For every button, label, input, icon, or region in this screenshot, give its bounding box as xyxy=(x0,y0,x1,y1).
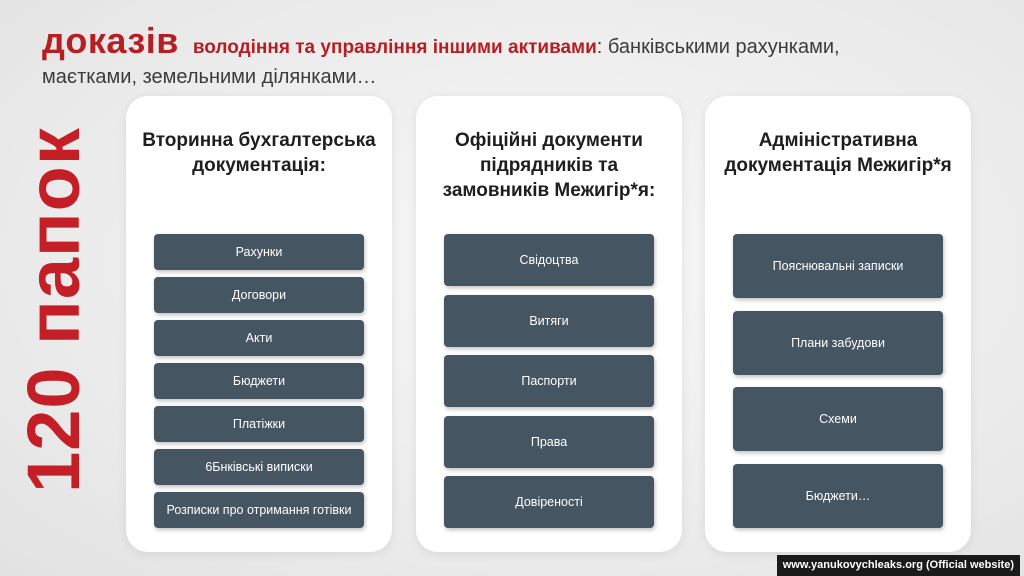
list-item: Схеми xyxy=(733,387,943,451)
column-title-1: Вторинна бухгалтерська документація: xyxy=(142,130,376,176)
list-item: 6Бнківські виписки xyxy=(154,449,364,485)
column-card-3 xyxy=(705,96,971,552)
list-item: Акти xyxy=(154,320,364,356)
column-title-3: Адміністративна документація Межигір*я xyxy=(724,130,952,176)
list-item: Договори xyxy=(154,277,364,313)
header-big-word: доказів xyxy=(42,20,179,61)
column-items-1 xyxy=(154,234,364,528)
header-bold-phrase: володіння та управління іншими активами xyxy=(192,37,597,58)
list-item: Розписки про отримання готівки xyxy=(154,492,364,528)
list-item: Рахунки xyxy=(154,234,364,270)
list-item: Бюджети xyxy=(154,363,364,399)
list-item: Пояснювальні записки xyxy=(733,234,943,298)
column-card-1 xyxy=(126,96,392,552)
column-items-2 xyxy=(444,234,654,528)
column-items-3 xyxy=(733,234,943,528)
list-item: Плани забудови xyxy=(733,311,943,375)
list-item: Бюджети… xyxy=(733,464,943,528)
column-title-2: Офіційні документи підрядників та замовників Межигір*я: xyxy=(442,130,656,201)
header-line-1 xyxy=(42,20,1002,62)
list-item: Свідоцтва xyxy=(444,234,654,286)
source-credit: www.yanukovychleaks.org (Official website) xyxy=(777,555,1020,576)
list-item: Платіжки xyxy=(154,406,364,442)
list-item: Витяги xyxy=(444,295,654,347)
header-line-2: маєтками, земельними ділянками… xyxy=(42,66,377,88)
side-label-vertical: 120 папок xyxy=(12,127,95,493)
header xyxy=(42,20,1002,89)
list-item: Паспорти xyxy=(444,355,654,407)
column-card-2 xyxy=(416,96,682,552)
header-line1-rest: : банківськими рахунками, xyxy=(596,36,840,58)
list-item: Довіреності xyxy=(444,476,654,528)
list-item: Права xyxy=(444,416,654,468)
